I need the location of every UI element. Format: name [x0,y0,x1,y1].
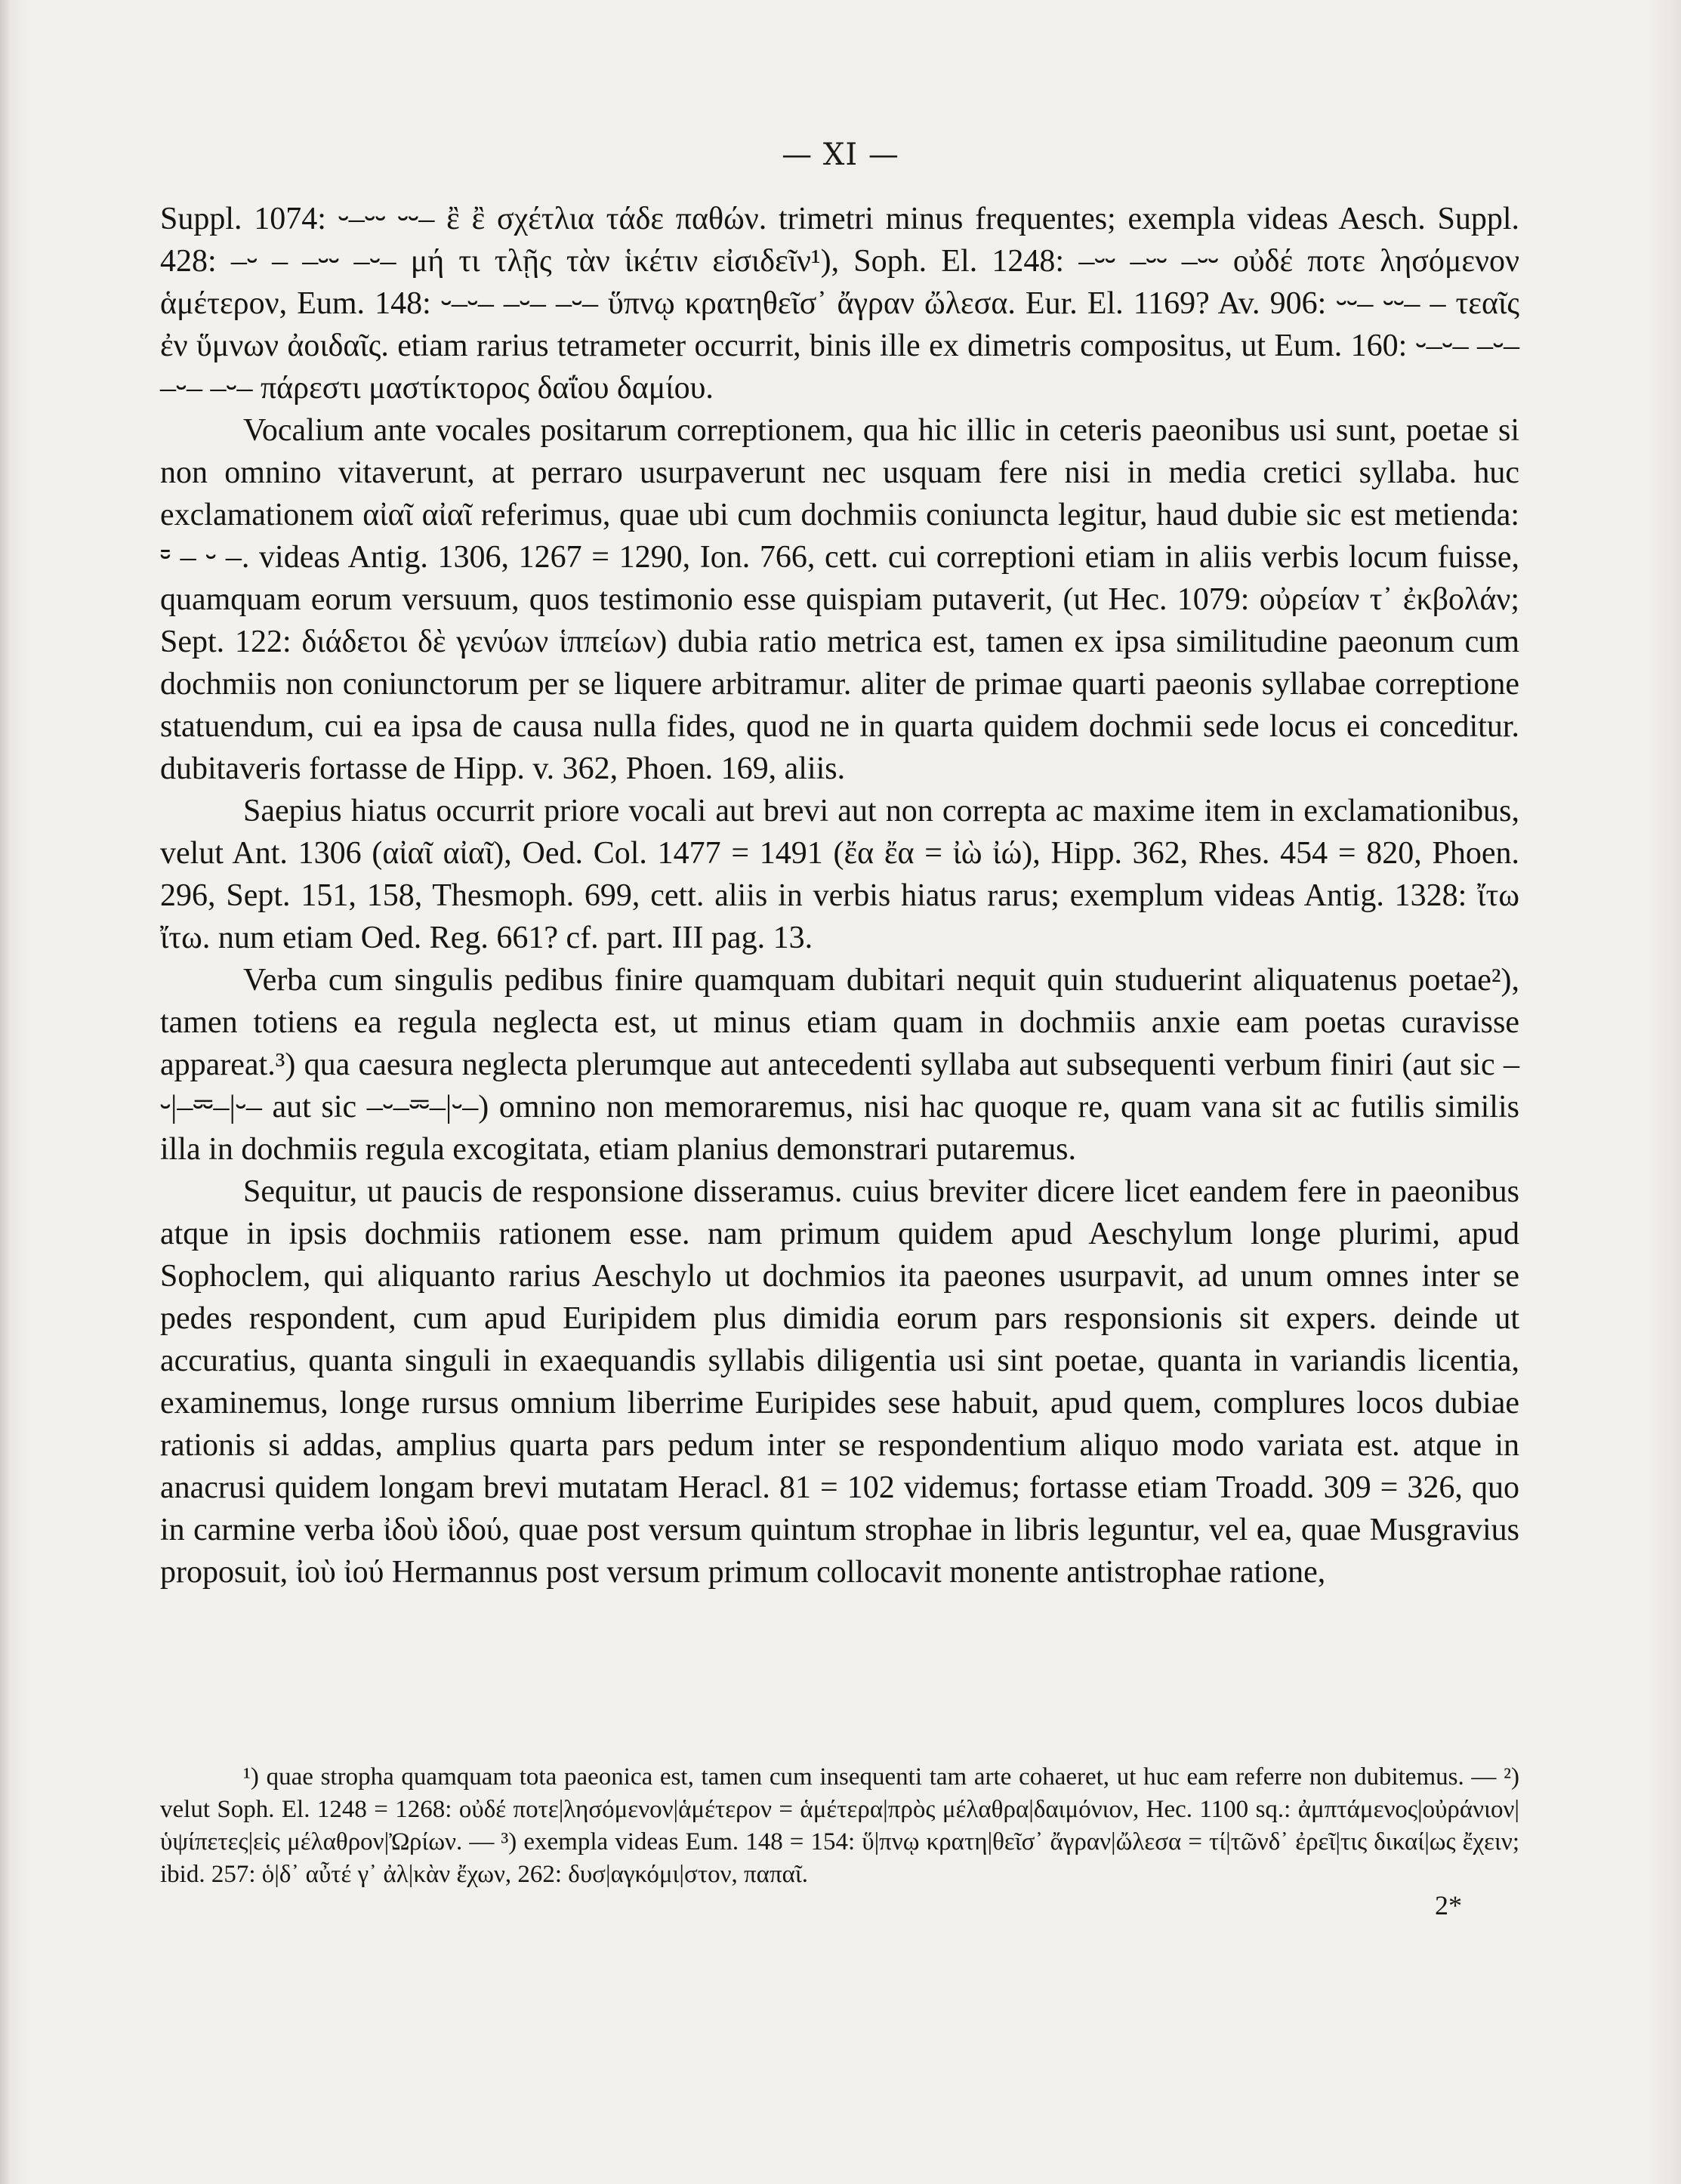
paragraph-4: Verba cum singulis pedibus finire quamquam dubitari nequit quin studuerint aliquatenus poetae²), tamen totiens ea regula neglecta est, ut minus etiam quam in dochmiis anxie eam poetas curavisse appareat.³) qua caesura neglecta plerumque aut antecedenti syllaba aut subsequenti verbum finiri (aut sic –⏑|–⏔–|⏑– aut sic –⏑–⏔–|⏑–) omnino non memoraremus, nisi hac quoque re, quam vana sit ac futilis similis illa in dochmiis regula excogitata, etiam planius demonstrari putaremus. [160,963,1519,1167]
footnote-block: ¹) quae stropha quamquam tota paeonica est, tamen cum insequenti tam arte cohaeret, ut huc eam referre non dubitemus. — ²) velut Soph. El. 1248 = 1268: οὐδέ ποτε|λησόμενον|ἁμέτερον = ἁμέτερα|πρὸς μέλαθρα|δαιμόνιον, Hec. 1100 sq.: ἀμπτάμενος|οὐράνιον|ὑψίπετες|εἰς μέλαθρον|Ὠρίων. — ³) exempla videas Eum. 148 = 154: ὕ|πνῳ κρατη|θεῖσ᾽ ἄγραν|ὤλεσα = τί|τῶνδ᾽ ἐρεῖ|τις δικαί|ως ἔχειν; ibid. 257: ὁ|δ᾽ αὖτέ γ᾽ ἀλ|κὰν ἔχων, 262: δυσ|αγκόμι|στον, παπαῖ. [160,1763,1519,1888]
main-text [160,198,1519,1593]
footnotes [160,1761,1519,1891]
page-number-header: — XI — [782,137,899,172]
printer-signature: 2* [1435,1890,1462,1920]
paragraph-3: Saepius hiatus occurrit priore vocali aut brevi aut non correpta ac maxime item in exclamationibus, velut Ant. 1306 (αἰαῖ αἰαῖ), Oed. Col. 1477 = 1491 (ἔα ἔα = ἰὼ ἰώ), Hipp. 362, Rhes. 454 = 820, Phoen. 296, Sept. 151, 158, Thesmoph. 699, cett. aliis in verbis hiatus rarus; exemplum videas Antig. 1328: ἴτω ἴτω. num etiam Oed. Reg. 661? cf. part. III pag. 13. [160,794,1519,955]
paragraph-5: Sequitur, ut paucis de responsione disseramus. cuius breviter dicere licet eandem fere in paeonibus atque in ipsis dochmiis rationem esse. nam primum quidem apud Aeschylum longe plurimi, apud Sophoclem, qui aliquanto rarius Aeschylo ut dochmios ita paeones usurpavit, ad unum omnes inter se pedes respondent, cum apud Euripidem plus dimidia eorum pars responsionis sit expers. deinde ut accuratius, quanta singuli in exaequandis syllabis diligentia usi sint poetae, quanta in variandis licentia, examinemus, longe rursus omnium liberrime Euripides sese habuit, apud quem, complures locos dubiae rationis si addas, amplius quarta pars pedum inter se respondentium aliquo modo variata est. atque in anacrusi quidem longam brevi mutatam Heracl. 81 = 102 videmus; fortasse etiam Troadd. 309 = 326, quo in carmine verba ἰδοὺ ἰδού, quae post versum quintum strophae in libris leguntur, vel ea, quae Musgravius proposuit, ἰοὺ ἰού Hermannus post versum primum collocavit monente antistrophae ratione, [160,1174,1519,1590]
paragraph-1: Suppl. 1074: ⏑–⏑⏑ ⏑⏑– ἒ ἒ σχέτλια τάδε παθών. trimetri minus frequentes; exempla videas Aesch. Suppl. 428: –⏑ – –⏑⏑ –⏑– μή τι τλῇς τὰν ἱκέτιν εἰσιδεῖν¹), Soph. El. 1248: –⏑⏑ –⏑⏑ –⏑⏑ οὐδέ ποτε λησόμενον ἁμέτερον, Eum. 148: ⏑–⏑– –⏑– –⏑– ὕπνῳ κρατηθεῖσ᾽ ἄγραν ὤλεσα. Eur. El. 1169? Av. 906: ⏑⏑– ⏑⏑– – τεαῖς ἐν ὕμνων ἀοιδαῖς. etiam rarius tetrameter occurrit, binis ille ex dimetris compositus, ut Eum. 160: ⏑–⏑– –⏑– –⏑– –⏑– πάρεστι μαστίκτορος δαΐου δαμίου. [160,202,1519,406]
paragraph-2: Vocalium ante vocales positarum correptionem, qua hic illic in ceteris paeonibus usi sunt, poetae si non omnino vitaverunt, at perraro usurpaverunt nec usquam fere nisi in media cretici syllaba. huc exclamationem αἰαῖ αἰαῖ referimus, quae ubi cum dochmiis coniuncta legitur, haud dubie sic est metienda: ⏒ – ⏑ –. videas Antig. 1306, 1267 = 1290, Ion. 766, cett. cui correptioni etiam in aliis verbis locum fuisse, quamquam eorum versuum, quos testimonio esse quispiam putaverit, (ut Hec. 1079: οὐρείαν τ᾽ ἐκβολάν; Sept. 122: διάδετοι δὲ γενύων ἱππείων) dubia ratio metrica est, tamen ex ipsa similitudine paeonum cum dochmiis non coniunctorum per se liquere arbitramur. aliter de primae quarti paeonis syllabae correptione statuendum, cui ea ipsa de causa nulla fides, quod ne in quarta quidem dochmii sede locus ei conceditur. dubitaveris fortasse de Hipp. v. 362, Phoen. 169, aliis. [160,413,1519,786]
